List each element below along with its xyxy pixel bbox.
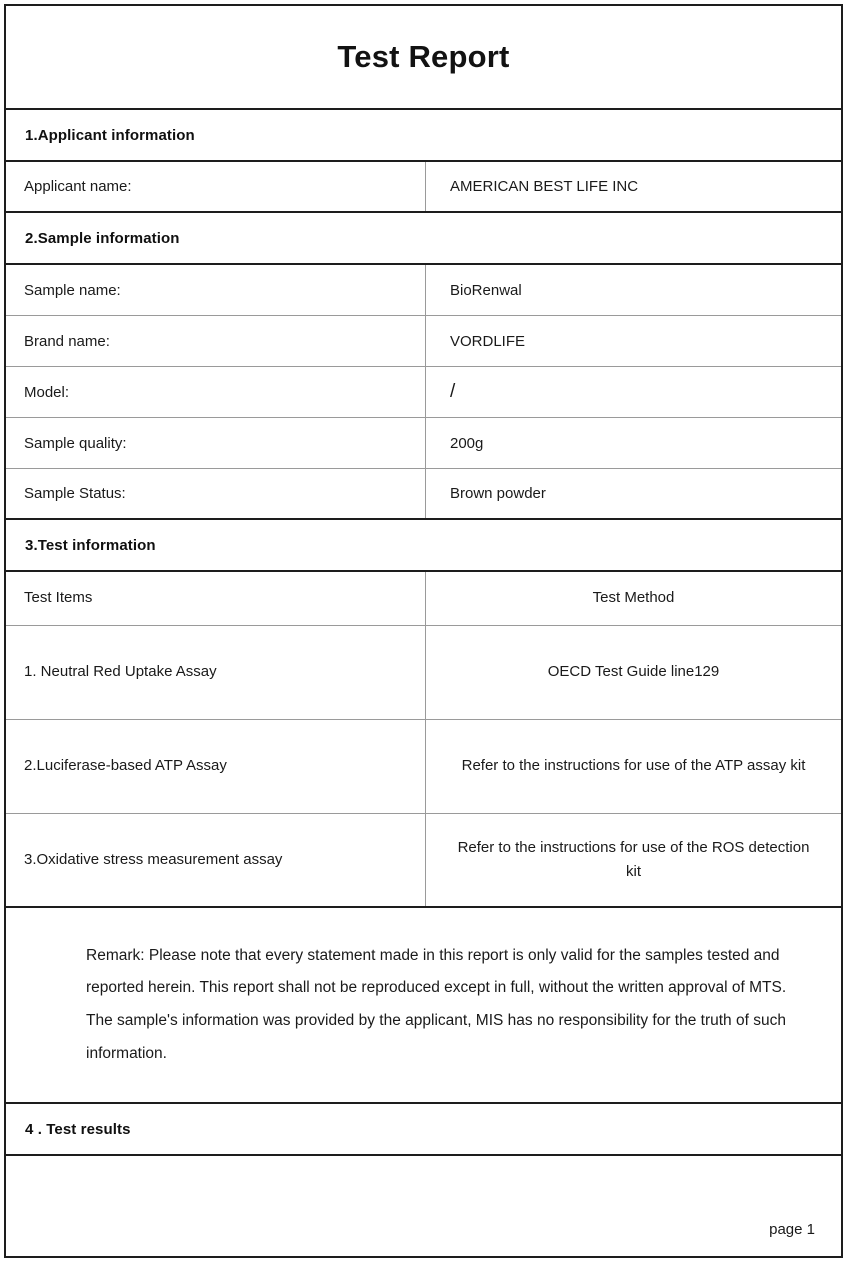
table-row — [6, 469, 841, 520]
field-label-sample-status: Sample Status: — [6, 469, 426, 518]
test-item-method: OECD Test Guide line129 — [547, 663, 720, 681]
field-label-model: Model: — [6, 367, 426, 417]
field-value-sample-status: Brown powder — [450, 485, 546, 502]
field-value-sample-quality: 200g — [450, 434, 484, 452]
table-row — [6, 720, 841, 814]
test-item-name: 1. Neutral Red Uptake Assay — [6, 626, 426, 719]
field-value-model: / — [450, 381, 456, 402]
table-row — [6, 367, 841, 418]
table-row — [6, 265, 841, 316]
test-table-header-row — [6, 572, 841, 626]
section-heading-test-results: 4 . Test results — [6, 1104, 841, 1156]
document-frame — [4, 4, 843, 1258]
table-row — [6, 418, 841, 469]
page-number: page 1 — [769, 1221, 815, 1238]
table-row — [6, 626, 841, 720]
test-item-method: Refer to the instructions for use of the ATP assay kit — [461, 757, 806, 775]
section-heading-sample-information: 2.Sample information — [6, 213, 841, 265]
remark-text: Remark: Please note that every statement made in this report is only valid for the samples tested and reported herein. This report shall not be reproduced except in full, without the written approval of MTS. The sample's information was provided by the applicant, MIS has no responsibility for the truth of such information. — [86, 946, 787, 1062]
field-value-brand-name: VORDLIFE — [450, 332, 526, 350]
test-item-name: 3.Oxidative stress measurement assay — [6, 814, 426, 906]
test-item-method: Refer to the instructions for use of the ROS detection kit — [457, 838, 810, 880]
section-heading-test-information: 3.Test information — [6, 520, 841, 572]
column-header-test-method: Test Method — [592, 589, 675, 607]
section-heading-applicant-information: 1.Applicant information — [6, 110, 841, 162]
test-results-area — [6, 1156, 841, 1256]
page-title: Test Report — [337, 39, 510, 74]
field-label-brand-name: Brand name: — [6, 316, 426, 366]
field-label-sample-name: Sample name: — [6, 265, 426, 315]
table-row — [6, 814, 841, 908]
field-label-sample-quality: Sample quality: — [6, 418, 426, 468]
field-value-applicant-name: AMERICAN BEST LIFE INC — [450, 178, 639, 195]
test-item-name: 2.Luciferase-based ATP Assay — [6, 720, 426, 813]
column-header-test-items: Test Items — [6, 572, 426, 625]
remark-block — [6, 908, 841, 1104]
field-label-applicant-name: Applicant name: — [6, 162, 426, 211]
table-row — [6, 316, 841, 367]
title-band — [6, 6, 841, 110]
field-value-sample-name: BioRenwal — [450, 281, 522, 299]
table-row — [6, 162, 841, 213]
